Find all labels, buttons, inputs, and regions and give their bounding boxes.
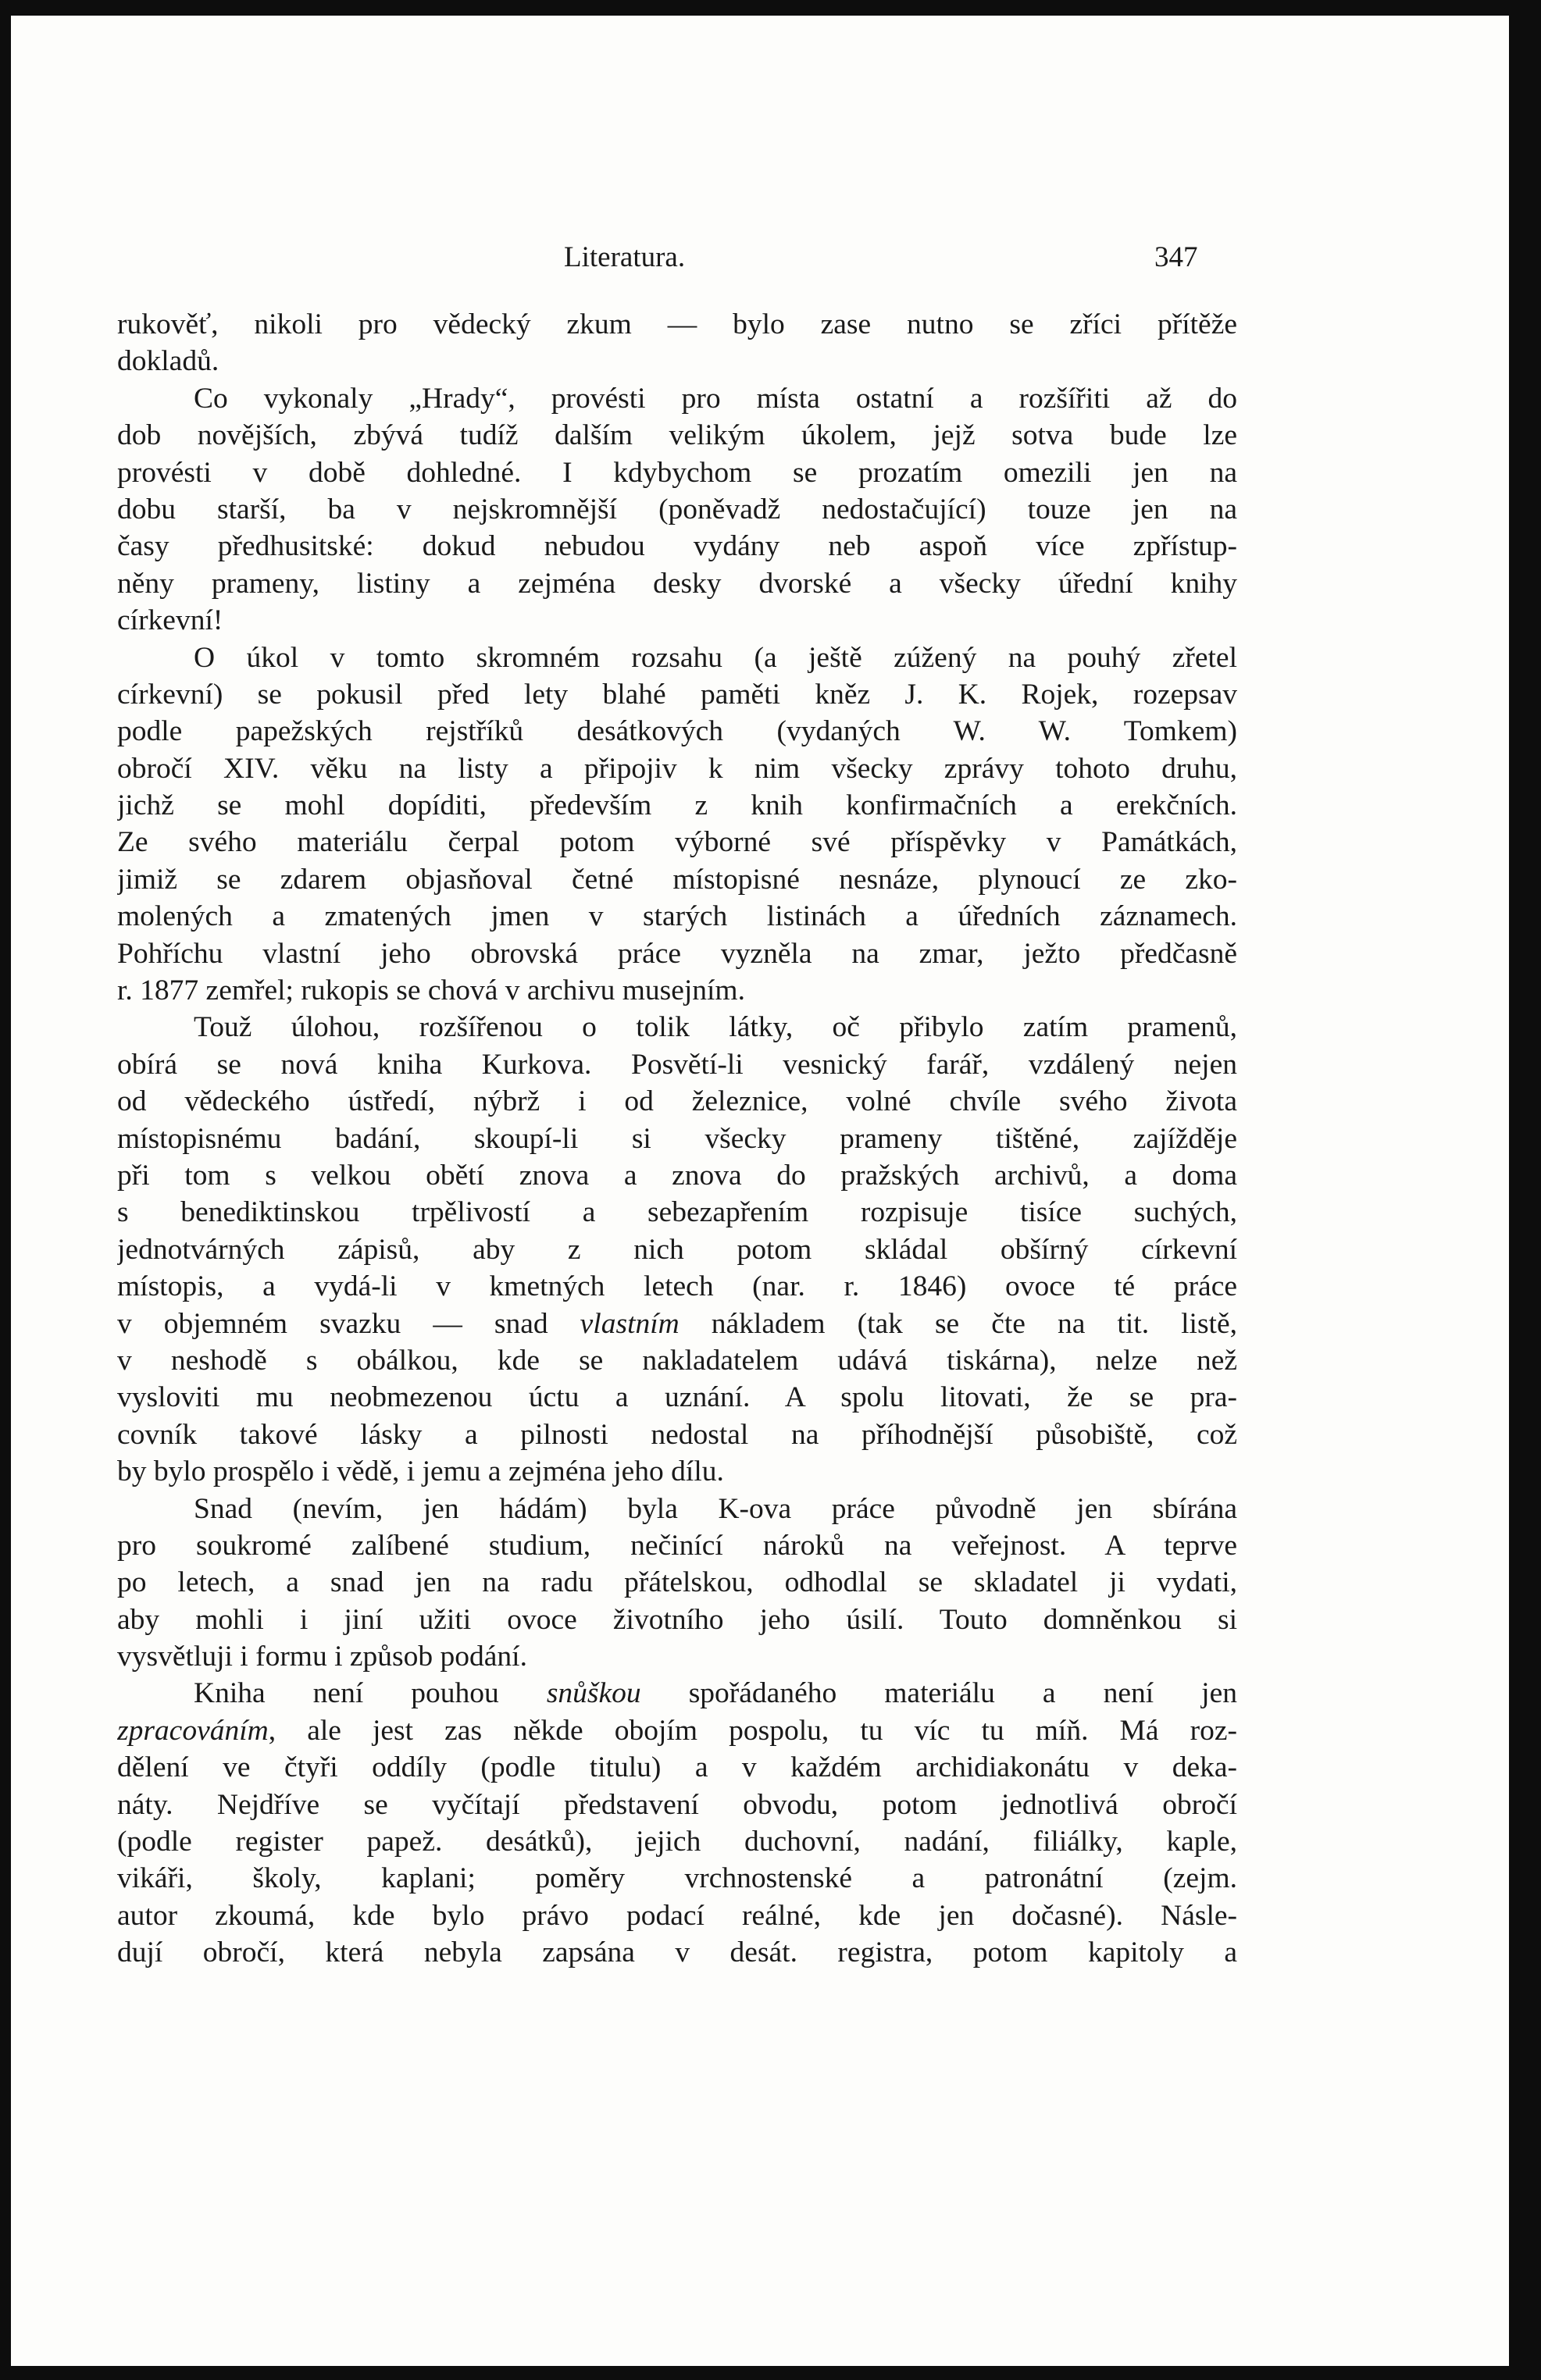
text-line: rukověť, nikoli pro vědecký zkum — bylo zase nutno se zříci přítěže (117, 308, 1237, 340)
text-line: náty. Nejdříve se vyčítají představení obvodu, potom jednotlivá obročí (117, 1788, 1237, 1821)
text-line: dobu starší, ba v nejskromnější (poněvadž nedostačující) touze jen na (117, 493, 1237, 526)
text-line: podle papežských rejstříků desátkových (vydaných W. W. Tomkem) (117, 715, 1237, 748)
text-line: jichž se mohl dopíditi, především z knih konfirmačních a erekčních. (117, 789, 1237, 822)
text-line: místopisnému badání, skoupí-li si všecky prameny tištěné, zajížděje (117, 1122, 1237, 1155)
text-line: jednotvárných zápisů, aby z nich potom skládal obšírný církevní (117, 1233, 1237, 1266)
running-title: Literatura. (564, 241, 686, 273)
emphasized-word: vlastním (580, 1307, 680, 1340)
text-line: obírá se nová kniha Kurkova. Posvětí-li vesnický farář, vzdálený nejen (117, 1048, 1237, 1081)
text-line: Ze svého materiálu čerpal potom výborné své příspěvky v Památkách, (117, 826, 1237, 859)
text-line: s benediktinskou trpělivostí a sebezapřením rozpisuje tisíce suchých, (117, 1196, 1237, 1229)
text-line: časy předhusitské: dokud nebudou vydány neb aspoň více zpřístup- (117, 530, 1237, 563)
text-line: aby mohli i jiní užiti ovoce životního jeho úsilí. Touto domněnkou si (117, 1603, 1237, 1636)
text-line: jimiž se zdarem objasňoval četné místopisné nesnáze, plynoucí ze zko- (117, 863, 1237, 896)
body-text (117, 306, 1237, 1972)
text-line: Touž úlohou, rozšířenou o tolik látky, oč přibylo zatím pramenů, (194, 1011, 1237, 1044)
text-line: dokladů. (117, 345, 219, 378)
text-line: Pohříchu vlastní jeho obrovská práce vyzněla na zmar, ježto předčasně (117, 937, 1237, 970)
text-line: autor zkoumá, kde bylo právo podací reálné, kde jen dočasné). Násle- (117, 1899, 1237, 1932)
text-line: v objemném svazku — snad vlastním nákladem (tak se čte na tit. listě, (117, 1307, 1237, 1340)
text-line: církevní) se pokusil před lety blahé paměti kněz J. K. Rojek, rozepsav (117, 678, 1237, 711)
text-line: dob novějších, zbývá tudíž dalším velikým úkolem, jejž sotva bude lze (117, 419, 1237, 452)
text-line: vysloviti mu neobmezenou úctu a uznání. A spolu litovati, že se pra- (117, 1381, 1237, 1414)
text-line: pro soukromé zalíbené studium, nečinící nároků na veřejnost. A teprve (117, 1529, 1237, 1562)
text-line: něny prameny, listiny a zejména desky dvorské a všecky úřední knihy (117, 567, 1237, 600)
text-line: (podle register papež. desátků), jejich duchovní, nadání, filiálky, kaple, (117, 1826, 1237, 1858)
book-page (11, 16, 1509, 2366)
text-line: dělení ve čtyři oddíly (podle titulu) a v každém archidiakonátu v deka- (117, 1751, 1237, 1784)
text-line: r. 1877 zemřel; rukopis se chová v archivu musejním. (117, 974, 745, 1007)
text-line: dují obročí, která nebyla zapsána v desát. registra, potom kapitoly a (117, 1936, 1237, 1969)
text-line: místopis, a vydá-li v kmetných letech (nar. r. 1846) ovoce té práce (117, 1270, 1237, 1303)
text-line: zpracováním, ale jest zas někde obojím pospolu, tu víc tu míň. Má roz- (117, 1714, 1237, 1747)
text-line: od vědeckého ústředí, nýbrž i od železnice, volné chvíle svého života (117, 1085, 1237, 1118)
text-line: O úkol v tomto skromném rozsahu (a ještě zúžený na pouhý zřetel (194, 641, 1237, 674)
text-line: covník takové lásky a pilnosti nedostal na příhodnější působiště, což (117, 1418, 1237, 1451)
text-line: molených a zmatených jmen v starých listinách a úředních záznamech. (117, 900, 1237, 933)
text-line: při tom s velkou obětí znova a znova do pražských archivů, a doma (117, 1159, 1237, 1192)
text-line: Co vykonaly „Hrady“, provésti pro místa ostatní a rozšířiti až do (194, 382, 1237, 415)
text-line: v neshodě s obálkou, kde se nakladatelem udává tiskárna), nelze než (117, 1344, 1237, 1377)
text-line: Kniha není pouhou snůškou spořádaného materiálu a není jen (194, 1677, 1237, 1710)
text-line: vikáři, školy, kaplani; poměry vrchnostenské a patronátní (zejm. (117, 1862, 1237, 1895)
running-header (11, 240, 1509, 287)
text-line: provésti v době dohledné. I kdybychom se prozatím omezili jen na (117, 456, 1237, 489)
emphasized-word: snůškou (546, 1677, 641, 1710)
text-line: po letech, a snad jen na radu přátelskou, odhodlal se skladatel ji vydati, (117, 1566, 1237, 1599)
emphasized-word: zpracováním (117, 1714, 269, 1747)
text-line: Snad (nevím, jen hádám) byla K-ova práce původně jen sbírána (194, 1492, 1237, 1525)
text-line: vysvětluji i formu i způsob podání. (117, 1641, 527, 1673)
text-line: by bylo prospělo i vědě, i jemu a zejména jeho dílu. (117, 1455, 724, 1488)
text-line: církevní! (117, 604, 223, 637)
page-number: 347 (1154, 241, 1198, 273)
text-line: obročí XIV. věku na listy a připojiv k nim všecky zprávy tohoto druhu, (117, 752, 1237, 785)
